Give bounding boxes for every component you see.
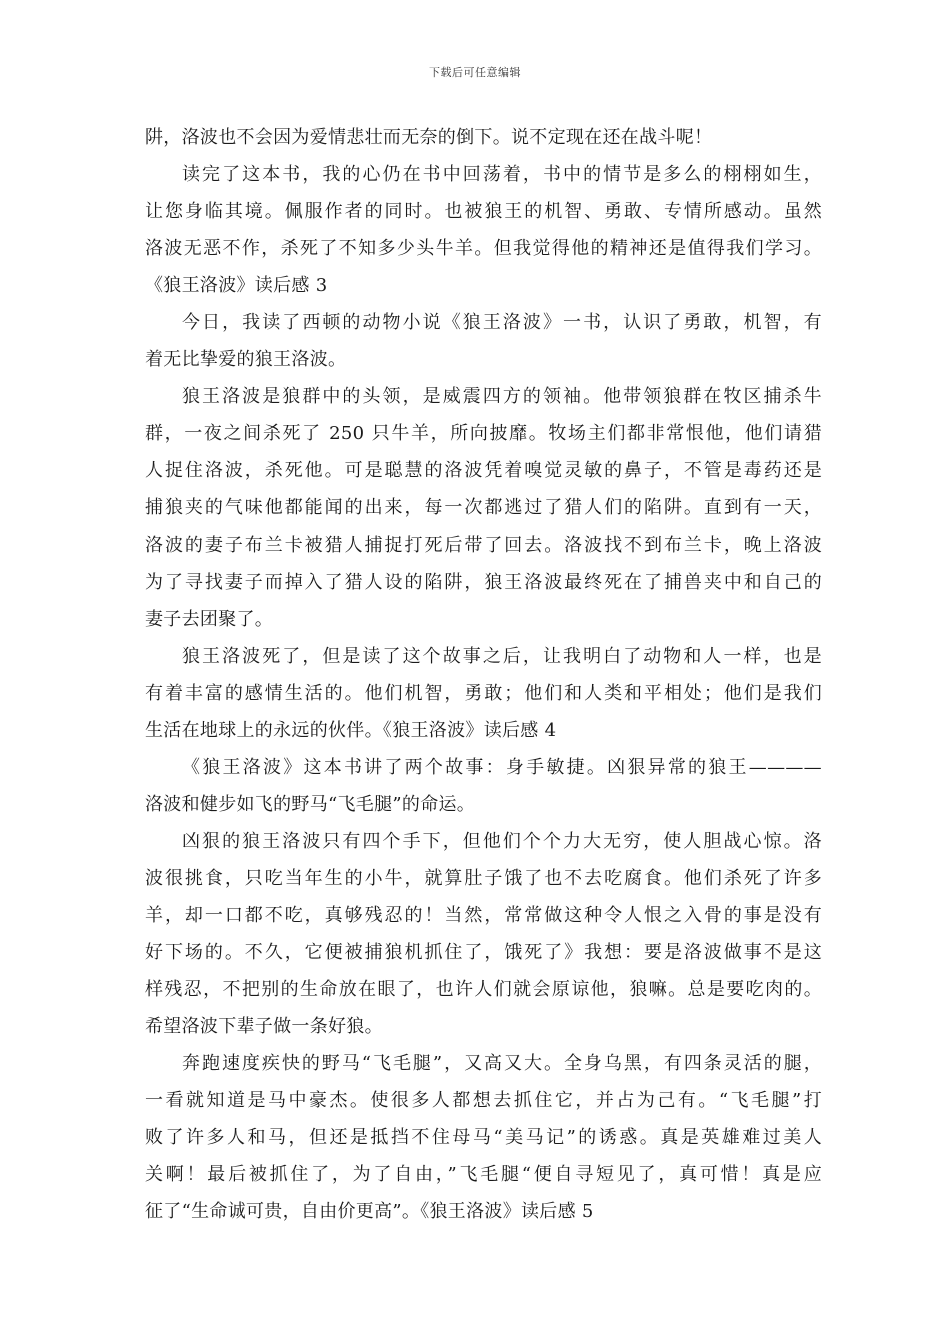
text-line: 洛波的妻子布兰卡被猎人捕捉打死后带了回去。洛波找不到布兰卡，晚上洛波: [145, 534, 822, 556]
text-line: 今日，我读了西顿的动物小说《狼王洛波》一书，认识了勇敢，机智，有: [182, 312, 822, 334]
text-line: 败了许多人和马，但还是抵挡不住母马“美马记”的诱惑。真是英雄难过美人: [145, 1127, 822, 1149]
text-line: 洛波和健步如飞的野马“飞毛腿”的命运。: [145, 793, 476, 815]
text-line: 狼王洛波死了，但是读了这个故事之后，让我明白了动物和人一样，也是: [182, 645, 822, 667]
text-line: 样残忍，不把别的生命放在眼了，也许人们就会原谅他，狼嘛。总是要吃肉的。: [145, 979, 822, 1001]
text-line: 狼王洛波是狼群中的头领，是威震四方的领袖。他带领狼群在牧区捕杀牛: [182, 386, 822, 408]
text-line: 《狼王洛波》读后感 3: [145, 275, 328, 297]
text-line: 着无比挚爱的狼王洛波。: [145, 349, 347, 371]
text-line: 奔跑速度疾快的野马“飞毛腿”，又高又大。全身乌黑，有四条灵活的腿，: [182, 1053, 822, 1075]
text-line: 关啊！最后被抓住了，为了自由，”飞毛腿“便自寻短见了，真可惜！真是应: [145, 1164, 822, 1186]
text-line: 洛波无恶不作，杀死了不知多少头牛羊。但我觉得他的精神还是值得我们学习。: [145, 238, 822, 260]
text-line: 为了寻找妻子而掉入了猎人设的陷阱，狼王洛波最终死在了捕兽夹中和自己的: [145, 571, 822, 593]
text-line: 阱，洛波也不会因为爱情悲壮而无奈的倒下。说不定现在还在战斗呢！: [145, 127, 713, 148]
text-line: 有着丰富的感情生活的。他们机智，勇敢；他们和人类和平相处；他们是我们: [145, 682, 822, 704]
text-line: 凶狠的狼王洛波只有四个手下，但他们个个力大无穷，使人胆战心惊。洛: [182, 830, 822, 852]
document-body: [145, 119, 822, 1230]
text-line: 生活在地球上的永远的伙伴。《狼王洛波》读后感 4: [145, 719, 557, 741]
text-line: 波很挑食，只吃当年生的小牛，就算肚子饿了也不去吃腐食。他们杀死了许多: [145, 867, 822, 889]
text-line: 一看就知道是马中豪杰。使很多人都想去抓住它，并占为己有。“飞毛腿”打: [145, 1090, 822, 1112]
text-line: 让您身临其境。佩服作者的同时。也被狼王的机智、勇敢、专情所感动。虽然: [145, 201, 822, 223]
text-line: 人捉住洛波，杀死他。可是聪慧的洛波凭着嗅觉灵敏的鼻子，不管是毒药还是: [145, 460, 822, 482]
text-line: 捕狼夹的气味他都能闻的出来，每一次都逃过了猎人们的陷阱。直到有一天，: [145, 497, 822, 519]
page-header: 下载后可任意编辑: [429, 66, 521, 79]
text-line: 读完了这本书，我的心仍在书中回荡着，书中的情节是多么的栩栩如生，: [182, 164, 822, 186]
text-line: 群，一夜之间杀死了 250 只牛羊，所向披靡。牧场主们都非常恨他，他们请猎: [145, 423, 822, 445]
text-line: 《狼王洛波》这本书讲了两个故事：身手敏捷。凶狠异常的狼王————: [182, 756, 822, 778]
text-line: 征了“生命诚可贵，自由价更高”。《狼王洛波》读后感 5: [145, 1201, 594, 1223]
text-line: 妻子去团聚了。: [145, 608, 274, 630]
text-line: 好下场的。不久，它便被捕狼机抓住了，饿死了》我想：要是洛波做事不是这: [145, 942, 822, 964]
text-line: 希望洛波下辈子做一条好狼。: [145, 1016, 383, 1038]
text-line: 羊，却一口都不吃，真够残忍的！当然，常常做这种令人恨之入骨的事是没有: [145, 904, 822, 926]
